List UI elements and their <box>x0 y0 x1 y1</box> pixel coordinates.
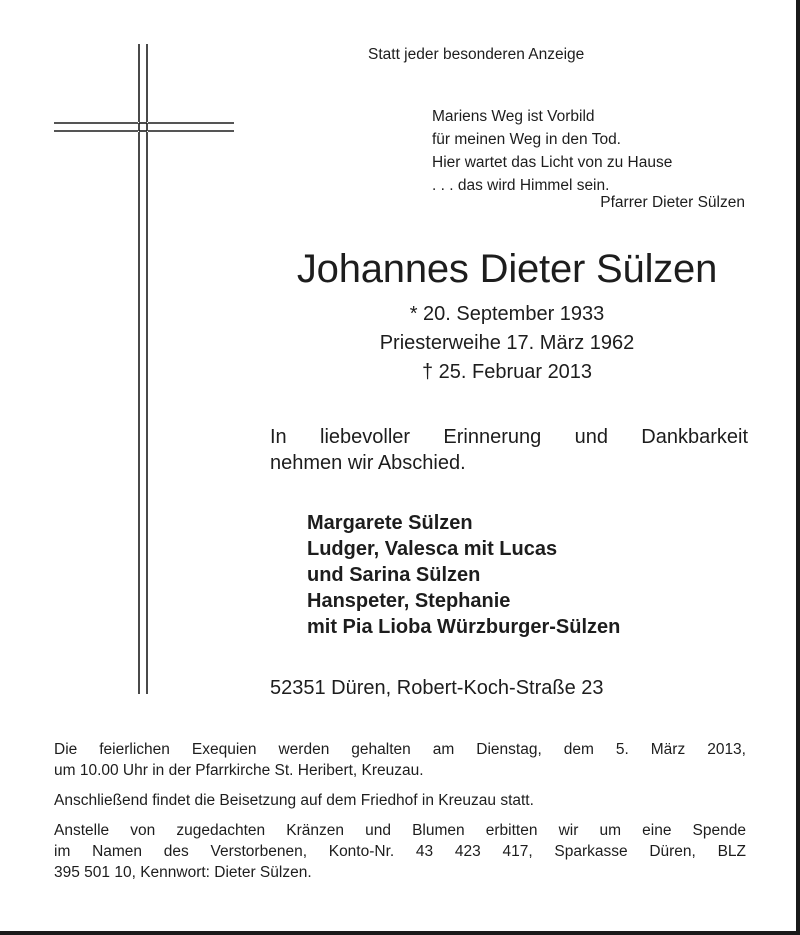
farewell-line: nehmen wir Abschied. <box>270 452 466 474</box>
notice-line: Anstelle von zugedachten Kränzen und Blumen erbitten wir um eine Spende <box>54 822 746 839</box>
birth-date: * 20. September 1933 <box>409 303 605 325</box>
exequies-notice <box>54 739 746 781</box>
family-address: 52351 Düren, Robert-Koch-Straße 23 <box>270 677 604 699</box>
funeral-notices <box>54 739 746 892</box>
poem <box>432 105 672 197</box>
notice-line: um 10.00 Uhr in der Pfarrkirche St. Heribert, Kreuzau. <box>54 762 424 779</box>
poem-author: Pfarrer Dieter Sülzen <box>600 194 745 211</box>
death-date: † 25. Februar 2013 <box>421 361 593 383</box>
notice-line: im Namen des Verstorbenen, Konto-Nr. 43 423 417, Sparkasse Düren, BLZ <box>54 843 746 860</box>
donation-notice <box>54 820 746 883</box>
deceased-name: Johannes Dieter Sülzen <box>296 247 718 291</box>
farewell-text <box>270 424 748 476</box>
mourner-line: Margarete Sülzen <box>307 512 473 534</box>
mourner-line: Ludger, Valesca mit Lucas <box>307 538 558 560</box>
ordination-date: Priesterweihe 17. März 1962 <box>379 332 635 354</box>
burial-notice <box>54 790 746 811</box>
notice-line: Die feierlichen Exequien werden gehalten am Dienstag, dem 5. März 2013, <box>54 741 746 758</box>
life-dates <box>262 300 752 387</box>
notice-line: Anschließend findet die Beisetzung auf dem Friedhof in Kreuzau statt. <box>54 792 534 809</box>
poem-line: Hier wartet das Licht von zu Hause <box>432 154 673 171</box>
mourner-line: Hanspeter, Stephanie <box>307 590 511 612</box>
cross-icon <box>50 44 240 699</box>
poem-line: Mariens Weg ist Vorbild <box>432 108 595 125</box>
poem-line: . . . das wird Himmel sein. <box>432 177 610 194</box>
poem-line: für meinen Weg in den Tod. <box>432 131 621 148</box>
farewell-line: In liebevoller Erinnerung und Dankbarkeit <box>270 426 748 448</box>
mourner-line: und Sarina Sülzen <box>307 564 481 586</box>
mourners-list <box>307 510 620 640</box>
notice-line: 395 501 10, Kennwort: Dieter Sülzen. <box>54 864 312 881</box>
header-note: Statt jeder besonderen Anzeige <box>368 46 585 63</box>
mourner-line: mit Pia Lioba Würzburger-Sülzen <box>307 616 621 638</box>
